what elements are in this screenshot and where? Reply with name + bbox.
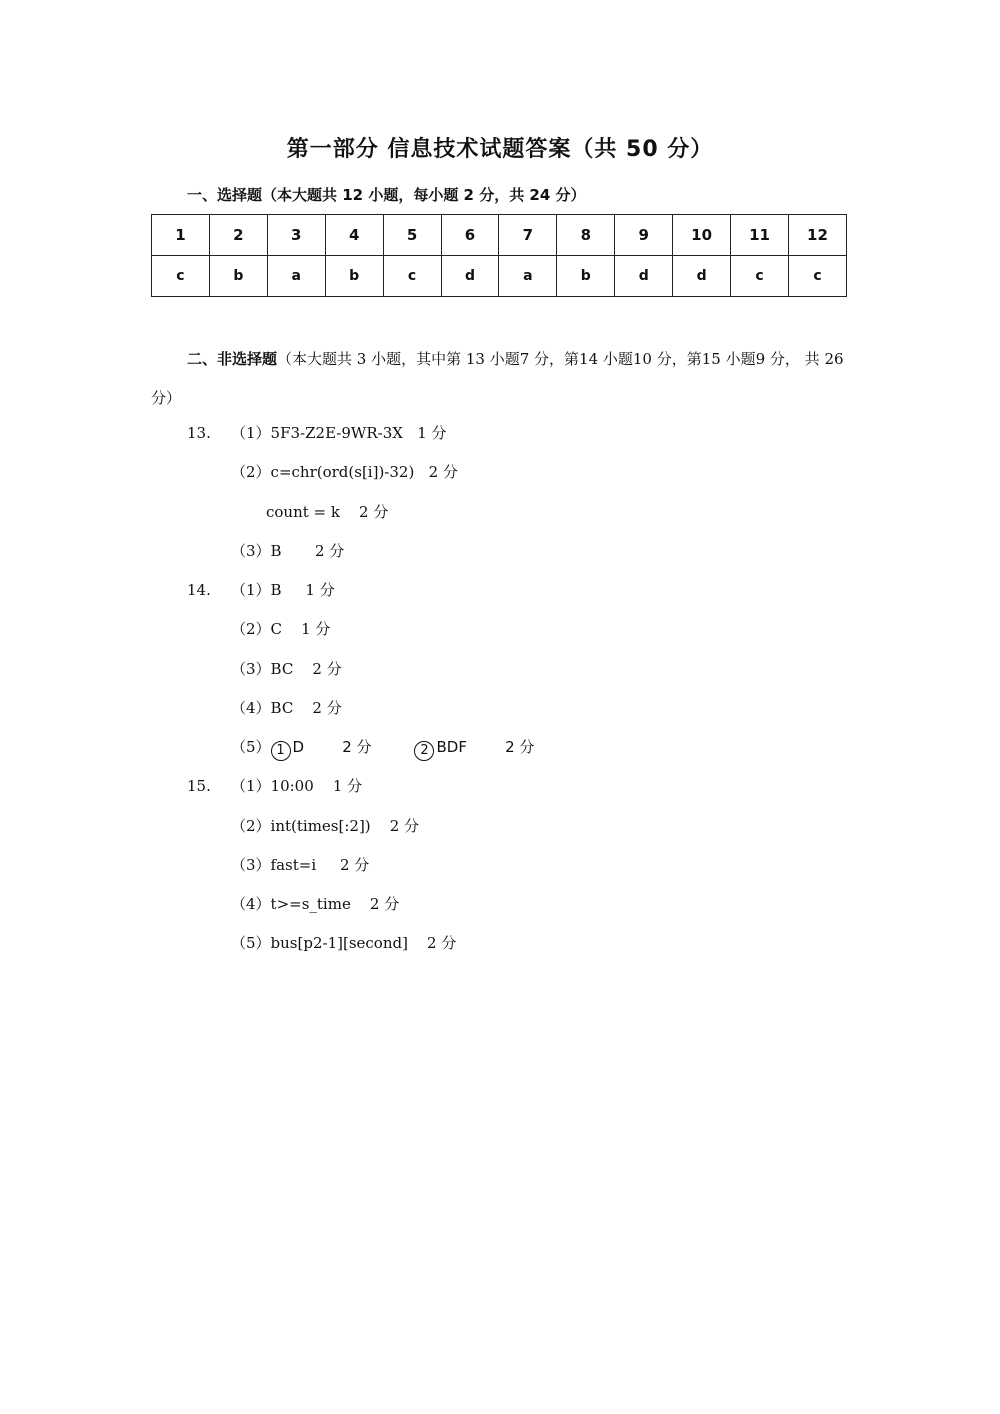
q14-part1-text: （1）B 1 分 — [231, 581, 335, 599]
q15-part1-text: （1）10:00 1 分 — [231, 777, 363, 795]
table-cell: 8 — [557, 215, 615, 256]
q14-part5-prefix: （5） — [231, 738, 271, 756]
section2-heading-bold: 二、非选择题 — [187, 350, 278, 368]
table-cell: b — [209, 256, 267, 297]
q14-part2: （2）C 1 分 — [231, 620, 331, 638]
q14-part5-answer1: D 2 分 — [292, 738, 372, 756]
q14-number: 14. — [187, 581, 211, 599]
table-row-answers — [152, 256, 847, 297]
table-cell: 4 — [325, 215, 383, 256]
circled-number-1: 1 — [271, 741, 291, 761]
table-cell: d — [673, 256, 731, 297]
section1-heading: 一、选择题（本大题共 12 小题，每小题 2 分，共 24 分） — [187, 186, 586, 204]
table-cell: d — [441, 256, 499, 297]
table-cell: 11 — [731, 215, 789, 256]
table-cell: d — [615, 256, 673, 297]
table-cell: 7 — [499, 215, 557, 256]
q15-part5: （5）bus[p2-1][second] 2 分 — [231, 934, 457, 952]
table-cell: b — [557, 256, 615, 297]
table-cell: c — [788, 256, 846, 297]
table-cell: 5 — [383, 215, 441, 256]
table-cell: a — [267, 256, 325, 297]
table-cell: 9 — [615, 215, 673, 256]
q15-part4: （4）t>=s_time 2 分 — [231, 895, 400, 913]
section2-heading — [151, 340, 848, 418]
q13-part3: （3）B 2 分 — [231, 542, 345, 560]
table-cell: 12 — [788, 215, 846, 256]
q14-part5-answer2: BDF 2 分 — [436, 738, 535, 756]
table-cell: c — [731, 256, 789, 297]
table-cell: 10 — [673, 215, 731, 256]
table-cell: c — [152, 256, 210, 297]
q13-part2: （2）c=chr(ord(s[i])-32) 2 分 — [231, 463, 458, 481]
table-cell: b — [325, 256, 383, 297]
q13-part1 — [187, 423, 447, 443]
circled-number-2: 2 — [414, 741, 434, 761]
table-cell: c — [383, 256, 441, 297]
q13-part2-b: count = k 2 分 — [266, 503, 389, 521]
table-cell: 1 — [152, 215, 210, 256]
q13-part1-text: （1）5F3-Z2E-9WR-3X 1 分 — [231, 424, 447, 442]
table-cell: a — [499, 256, 557, 297]
q14-part4: （4）BC 2 分 — [231, 699, 342, 717]
table-row-numbers — [152, 215, 847, 256]
table-cell: 6 — [441, 215, 499, 256]
table-cell: 2 — [209, 215, 267, 256]
table-cell: 3 — [267, 215, 325, 256]
q15-part2: （2）int(times[:2]) 2 分 — [231, 817, 420, 835]
answer-table — [151, 214, 847, 297]
q13-number: 13. — [187, 424, 211, 442]
q15-part3: （3）fast=i 2 分 — [231, 856, 370, 874]
q15-part1 — [187, 776, 362, 796]
section2-heading-rest: （本大题共 3 小题，其中第 13 小题7 分，第14 小题10 分，第15 小题9 分， 共 26 分） — [151, 350, 844, 407]
q14-part5 — [231, 737, 534, 761]
q15-number: 15. — [187, 777, 211, 795]
q14-part3: （3）BC 2 分 — [231, 660, 342, 678]
q14-part1 — [187, 580, 335, 600]
page-title: 第一部分 信息技术试题答案（共 50 分） — [286, 137, 714, 162]
